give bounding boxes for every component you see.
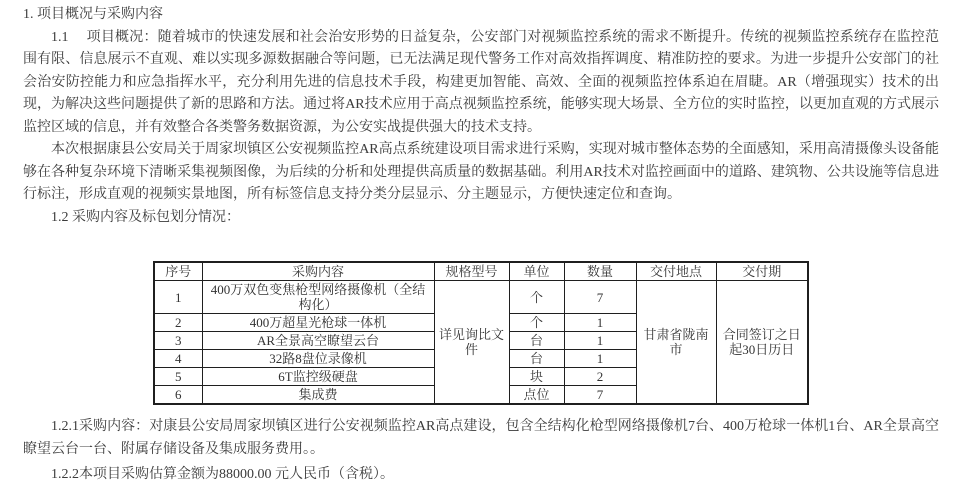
cell-qty: 1 [564, 350, 636, 368]
cell-qty: 1 [564, 332, 636, 350]
cell-spec-merged: 详见询比文件 [434, 281, 509, 405]
cell-qty: 1 [564, 314, 636, 332]
para-budget-amount: 1.2.2本项目采购估算金额为88000.00 元人民币（含税）。 [51, 467, 394, 482]
col-header-qty: 数量 [564, 262, 636, 281]
cell-unit: 个 [509, 314, 564, 332]
cell-period-merged: 合同签订之日起30日历日 [716, 281, 808, 405]
para-project-overview: 1.1 项目概况：随着城市的快速发展和社会治安形势的日益复杂，公安部门对视频监控系统的需求不断提升。传统的视频监控系统存在监控范围有限、信息展示不直观、难以实现多源数据融合等问题，已无法满足现代警务工作对高效指挥调度、精准防控的要求。为进一步提升公安部门的社会治安防控能力和应急指挥水平，充分利用先进的信息技术手段，构建更加智能、高效、全面的视频监控体系迫在眉睫。AR（增强现实）技术的出现，为解决这些问题提供了新的思路和方法。通过将AR技术应用于高点视频监控系统，能够实现大场景、全方位的实时监控，以更加直观的方式展示监控区域的信息，并有效整合各类警务数据资源，为公安实战提供强大的技术支持。 [23, 29, 939, 135]
cell-qty: 7 [564, 386, 636, 405]
procurement-table [153, 261, 809, 405]
para-packages-intro: 1.2 采购内容及标包划分情况： [51, 209, 240, 225]
cell-content: 32路8盘位录像机 [202, 350, 434, 368]
cell-location-merged: 甘肃省陇南市 [636, 281, 716, 405]
col-header-unit: 单位 [509, 262, 564, 281]
cell-qty: 2 [564, 368, 636, 386]
section-heading: 1. 项目概况与采购内容 [23, 7, 163, 22]
table-row [154, 281, 808, 314]
col-header-spec: 规格型号 [434, 262, 509, 281]
cell-serial: 4 [154, 350, 202, 368]
cell-unit: 点位 [509, 386, 564, 405]
col-header-serial: 序号 [154, 262, 202, 281]
cell-serial: 3 [154, 332, 202, 350]
cell-unit: 台 [509, 332, 564, 350]
cell-serial: 2 [154, 314, 202, 332]
para-procurement-content: 1.2.1采购内容：对康县公安局周家坝镇区进行公安视频监控AR高点建设，包含全结构化枪型网络摄像机7台、400万枪球一体机1台、AR全景高空瞭望云台一台、附属存储设备及集成服务费用。。 [23, 419, 939, 457]
cell-serial: 1 [154, 281, 202, 314]
col-header-location: 交付地点 [636, 262, 716, 281]
para-procurement-basis: 本次根据康县公安局关于周家坝镇区公安视频监控AR高点系统建设项目需求进行采购，实现对城市整体态势的全面感知，采用高清摄像头设备能够在各种复杂环境下清晰采集视频图像，为后续的分析和处理提供高质量的数据基础。利用AR技术对监控画面中的道路、建筑物、公共设施等信息进行标注，形成直观的视频实景地图，所有标签信息支持分类分层显示、分主题显示，方便快速定位和查询。 [23, 142, 939, 202]
table-header-row [154, 262, 808, 281]
col-header-period: 交付期 [716, 262, 808, 281]
cell-unit: 个 [509, 281, 564, 314]
col-header-content: 采购内容 [202, 262, 434, 281]
cell-serial: 6 [154, 386, 202, 405]
cell-serial: 5 [154, 368, 202, 386]
cell-content: 6T监控级硬盘 [202, 368, 434, 386]
cell-content: 集成费 [202, 386, 434, 405]
cell-unit: 块 [509, 368, 564, 386]
cell-content: 400万双色变焦枪型网络摄像机（全结构化） [202, 281, 434, 314]
cell-qty: 7 [564, 281, 636, 314]
cell-content: 400万超星光枪球一体机 [202, 314, 434, 332]
cell-content: AR全景高空瞭望云台 [202, 332, 434, 350]
cell-unit: 台 [509, 350, 564, 368]
